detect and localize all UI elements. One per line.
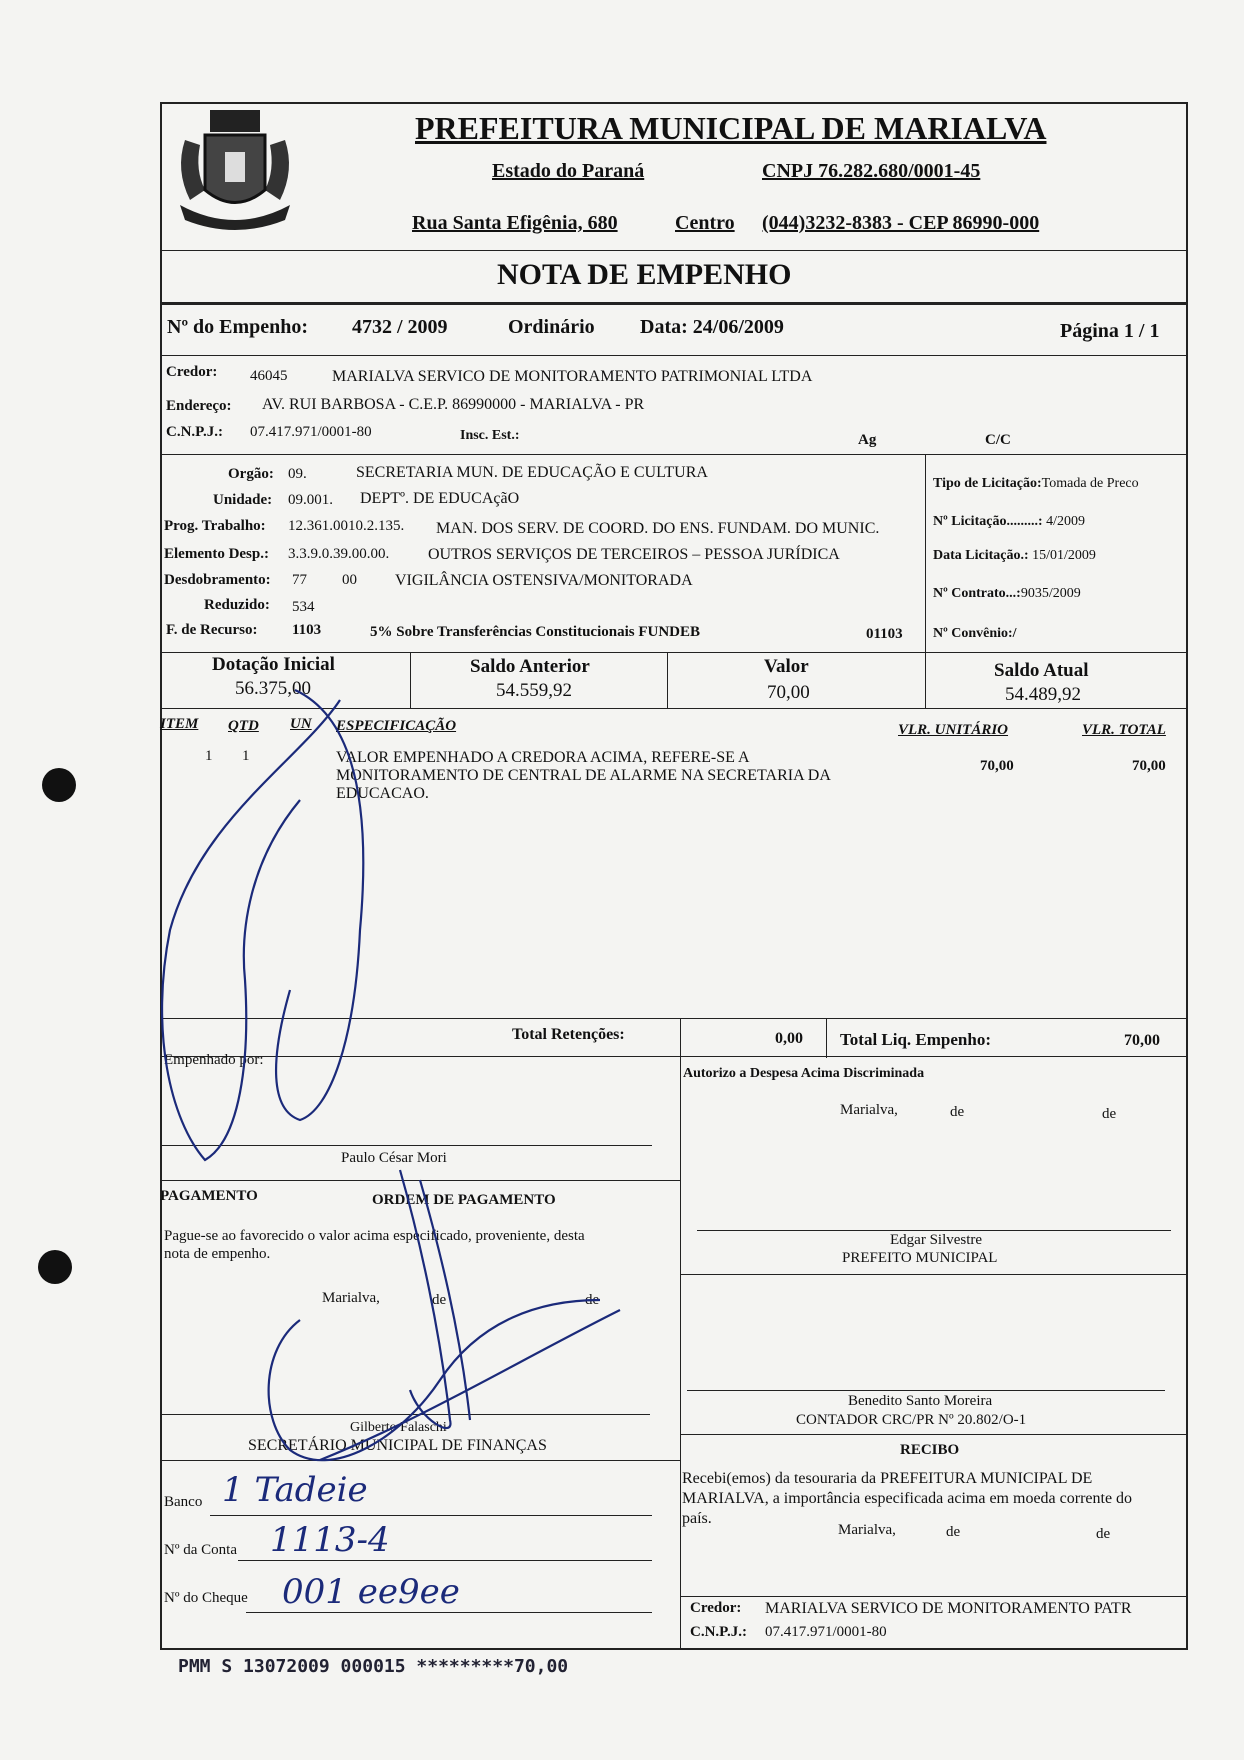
- empenho-number: 4732 / 2009: [352, 316, 448, 338]
- recibo-de1: de: [946, 1524, 961, 1540]
- total-liq-label: Total Liq. Empenho:: [840, 1030, 991, 1049]
- cnpj-label: CNPJ 76.282.680/0001-45: [762, 160, 981, 182]
- elemento-label: Elemento Desp.:: [164, 546, 269, 562]
- tipo-licitacao-label: Tipo de Licitação:Tomada de Preco: [933, 476, 1139, 491]
- address-label: Rua Santa Efigênia, 680: [412, 212, 618, 234]
- contador-role: CONTADOR CRC/PR Nº 20.802/O-1: [796, 1412, 1027, 1428]
- credor-address: AV. RUI BARBOSA - C.E.P. 86990000 - MARIALVA - PR: [262, 396, 645, 413]
- prog-label: Prog. Trabalho:: [164, 518, 266, 534]
- unidade-name: DEPTº. DE EDUCAçãO: [360, 490, 520, 507]
- row-spec-line2: MONITORAMENTO DE CENTRAL DE ALARME NA SECRETARIA DA: [336, 767, 831, 784]
- prefeito-name: Edgar Silvestre: [890, 1232, 983, 1248]
- pagamento-text1: Pague-se ao favorecido o valor acima especificado, proveniente, desta: [164, 1228, 585, 1244]
- pagamento-place: Marialva,: [322, 1290, 380, 1306]
- desdobramento-code2: 00: [342, 572, 357, 588]
- recurso-code: 1103: [292, 622, 322, 638]
- autorizo-label: Autorizo a Despesa Acima Discriminada: [683, 1066, 925, 1081]
- empenhado-label: Empenhado por:: [164, 1052, 264, 1068]
- empenho-date: Data: 24/06/2009: [640, 316, 784, 338]
- dotacao-label: Dotação Inicial: [212, 654, 335, 675]
- row-item: 1: [205, 748, 213, 764]
- phone-cep-label: (044)3232-8383 - CEP 86990-000: [762, 212, 1040, 234]
- recibo-cnpj: 07.417.971/0001-80: [765, 1624, 887, 1640]
- valor-label: Valor: [764, 656, 809, 677]
- row-unit-value: 70,00: [980, 758, 1014, 774]
- cnpj-field-label: C.N.P.J.:: [166, 424, 223, 440]
- insc-label: Insc. Est.:: [460, 428, 520, 443]
- page-number: Página 1 / 1: [1060, 320, 1160, 342]
- autorizo-de1: de: [950, 1104, 965, 1120]
- num-licitacao-label: Nº Licitação.........: 4/2009: [933, 514, 1085, 529]
- ordem-pagamento-label: ORDEM DE PAGAMENTO: [372, 1192, 556, 1208]
- empenho-type: Ordinário: [508, 316, 595, 338]
- desdobramento-code1: 77: [292, 572, 307, 588]
- cc-label: C/C: [985, 432, 1011, 448]
- col-unit: VLR. UNITÁRIO: [898, 722, 1009, 738]
- dotacao-value: 56.375,00: [235, 678, 311, 699]
- row-spec-line3: EDUCACAO.: [336, 785, 429, 802]
- orgao-label: Orgão:: [228, 466, 274, 482]
- credor-code: 46045: [250, 368, 288, 384]
- col-qtd: QTD: [228, 718, 259, 734]
- pagamento-text2: nota de empenho.: [164, 1246, 271, 1262]
- credor-cnpj: 07.417.971/0001-80: [250, 424, 372, 440]
- prefeito-role: PREFEITO MUNICIPAL: [842, 1250, 998, 1266]
- unidade-label: Unidade:: [213, 492, 273, 508]
- recurso-code2: 01103: [866, 626, 903, 642]
- total-retencoes-label: Total Retenções:: [512, 1026, 625, 1043]
- desdobramento-label: Desdobramento:: [164, 572, 271, 588]
- recibo-credor-label: Credor:: [690, 1600, 742, 1616]
- autorizo-de2: de: [1102, 1106, 1117, 1122]
- recibo-text2: MARIALVA, a importância especificada acima em moeda corrente do: [682, 1490, 1133, 1507]
- valor-value: 70,00: [767, 682, 810, 703]
- contador-name: Benedito Santo Moreira: [848, 1393, 993, 1409]
- reduzido-value: 534: [292, 599, 315, 615]
- pagamento-label: PAGAMENTO: [160, 1188, 258, 1204]
- saldo-anterior-label: Saldo Anterior: [470, 656, 590, 677]
- recibo-place: Marialva,: [838, 1522, 896, 1538]
- recibo-credor-name: MARIALVA SERVICO DE MONITORAMENTO PATR: [765, 1600, 1132, 1617]
- orgao-name: SECRETARIA MUN. DE EDUCAÇÃO E CULTURA: [356, 464, 708, 481]
- conta-handwritten: 1113-4: [270, 1520, 390, 1560]
- prog-code: 12.361.0010.2.135.: [288, 518, 405, 534]
- municipality-title: PREFEITURA MUNICIPAL DE MARIALVA: [415, 110, 1047, 146]
- data-licitacao-label: Data Licitação.: 15/01/2009: [933, 548, 1096, 563]
- recurso-name: 5% Sobre Transferências Constitucionais FUNDEB: [370, 624, 701, 640]
- elemento-name: OUTROS SERVIÇOS DE TERCEIROS – PESSOA JURÍDICA: [428, 546, 840, 563]
- document-title: NOTA DE EMPENHO: [497, 258, 792, 291]
- pagamento-de1: de: [432, 1292, 447, 1308]
- col-item: ITEM: [160, 716, 199, 732]
- address-field-label: Endereço:: [166, 398, 232, 414]
- state-label: Estado do Paraná: [492, 160, 645, 182]
- cheque-label: Nº do Cheque: [164, 1590, 248, 1606]
- saldo-atual-value: 54.489,92: [1005, 684, 1081, 705]
- ag-label: Ag: [858, 432, 877, 448]
- col-un: UN: [290, 716, 312, 732]
- empenho-label: Nº do Empenho:: [167, 316, 309, 338]
- recibo-label: RECIBO: [900, 1442, 960, 1458]
- elemento-code: 3.3.9.0.39.00.00.: [288, 546, 390, 562]
- empenhado-name: Paulo César Mori: [341, 1150, 447, 1166]
- unidade-code: 09.001.: [288, 492, 333, 508]
- pagamento-de2: de: [585, 1292, 600, 1308]
- footer-stamp: PMM S 13072009 000015 *********70,00: [178, 1656, 569, 1677]
- recibo-text3: país.: [682, 1510, 712, 1527]
- district-label: Centro: [675, 212, 735, 234]
- prog-name: MAN. DOS SERV. DE COORD. DO ENS. FUNDAM. DO MUNIC.: [436, 520, 880, 537]
- conta-label: Nº da Conta: [164, 1542, 237, 1558]
- secretario-name: Gilberto Falaschi: [350, 1420, 447, 1435]
- col-spec: ESPECIFICAÇÃO: [336, 718, 457, 734]
- banco-handwritten: 1 Tadeie: [222, 1470, 368, 1510]
- secretario-role: SECRETÁRIO MUNICIPAL DE FINANÇAS: [248, 1437, 547, 1454]
- recibo-de2: de: [1096, 1526, 1111, 1542]
- contrato-label: Nº Contrato...:9035/2009: [933, 586, 1081, 601]
- banco-label: Banco: [164, 1494, 203, 1510]
- cheque-handwritten: 001 ee9ee: [282, 1572, 460, 1612]
- credor-name: MARIALVA SERVICO DE MONITORAMENTO PATRIMONIAL LTDA: [332, 368, 813, 385]
- desdobramento-name: VIGILÂNCIA OSTENSIVA/MONITORADA: [395, 572, 693, 589]
- credor-label: Credor:: [166, 364, 218, 380]
- orgao-code: 09.: [288, 466, 307, 482]
- row-spec-line1: VALOR EMPENHADO A CREDORA ACIMA, REFERE-SE A: [336, 749, 750, 766]
- convenio-label: Nº Convênio:/: [933, 626, 1017, 641]
- row-qtd: 1: [242, 748, 250, 764]
- total-retencoes-value: 0,00: [775, 1030, 803, 1047]
- saldo-atual-label: Saldo Atual: [994, 660, 1089, 681]
- saldo-anterior-value: 54.559,92: [496, 680, 572, 701]
- recibo-text1: Recebi(emos) da tesouraria da PREFEITURA MUNICIPAL DE: [682, 1470, 1093, 1487]
- autorizo-place: Marialva,: [840, 1102, 898, 1118]
- row-total-value: 70,00: [1132, 758, 1166, 774]
- recibo-cnpj-label: C.N.P.J.:: [690, 1624, 747, 1640]
- total-liq-value: 70,00: [1124, 1032, 1160, 1049]
- reduzido-label: Reduzido:: [204, 597, 270, 613]
- recurso-label: F. de Recurso:: [166, 622, 258, 638]
- col-total: VLR. TOTAL: [1082, 722, 1166, 738]
